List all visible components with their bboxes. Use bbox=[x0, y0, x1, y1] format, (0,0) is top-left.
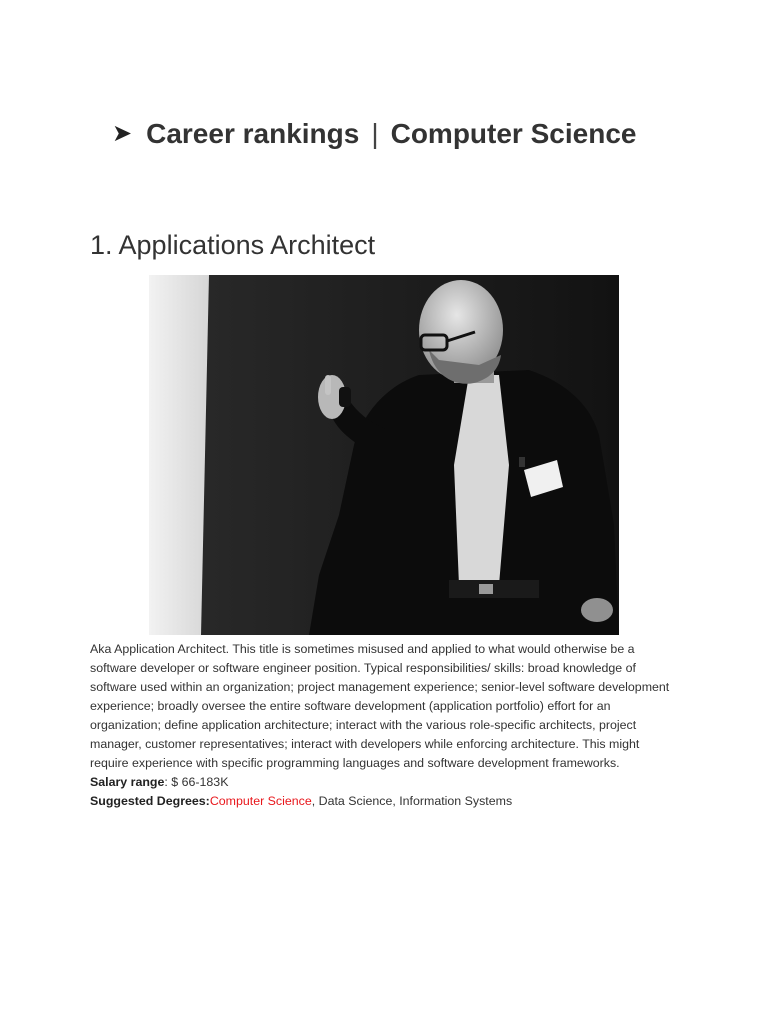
description-line: manager, customer representatives; interact with developers while enforcing architecture. This might bbox=[90, 737, 640, 751]
description-line: software used within an organization; project management experience; senior-level software development bbox=[90, 680, 670, 694]
arrowhead-right-icon: ➤ bbox=[112, 119, 133, 147]
salary-label: Salary range bbox=[90, 775, 165, 789]
description-line: experience; broadly oversee the entire software development (application portfolio) effort for an bbox=[90, 699, 611, 713]
degrees-rest: , Data Science, Information Systems bbox=[311, 794, 513, 808]
page-heading bbox=[112, 112, 636, 156]
heading-right: Computer Science bbox=[390, 118, 637, 149]
salary-row bbox=[90, 773, 690, 792]
heading-separator: | bbox=[371, 118, 379, 149]
degrees-label: Suggested Degrees: bbox=[90, 794, 210, 808]
description-line: require experience with specific programming languages and software development frameworks. bbox=[90, 756, 620, 770]
job-description bbox=[90, 640, 690, 811]
salary-value: : $ 66-183K bbox=[164, 775, 229, 789]
description-line: organization; define application architecture; interact with the various role-specific architects, project bbox=[90, 718, 637, 732]
job-title: 1. Applications Architect bbox=[90, 230, 376, 260]
description-line: Aka Application Architect. This title is sometimes misused and applied to what would otherwise be a bbox=[90, 642, 635, 656]
heading-left: Career rankings bbox=[146, 118, 360, 149]
description-line: software developer or software engineer position. Typical responsibilities/ skills: broad knowledge of bbox=[90, 661, 636, 675]
degrees-row bbox=[90, 792, 690, 811]
degree-link-computer-science[interactable]: Computer Science bbox=[209, 794, 312, 808]
presenter-photo bbox=[149, 275, 619, 635]
presenter-photo-graphic bbox=[149, 275, 619, 635]
description-paragraph bbox=[90, 640, 690, 773]
